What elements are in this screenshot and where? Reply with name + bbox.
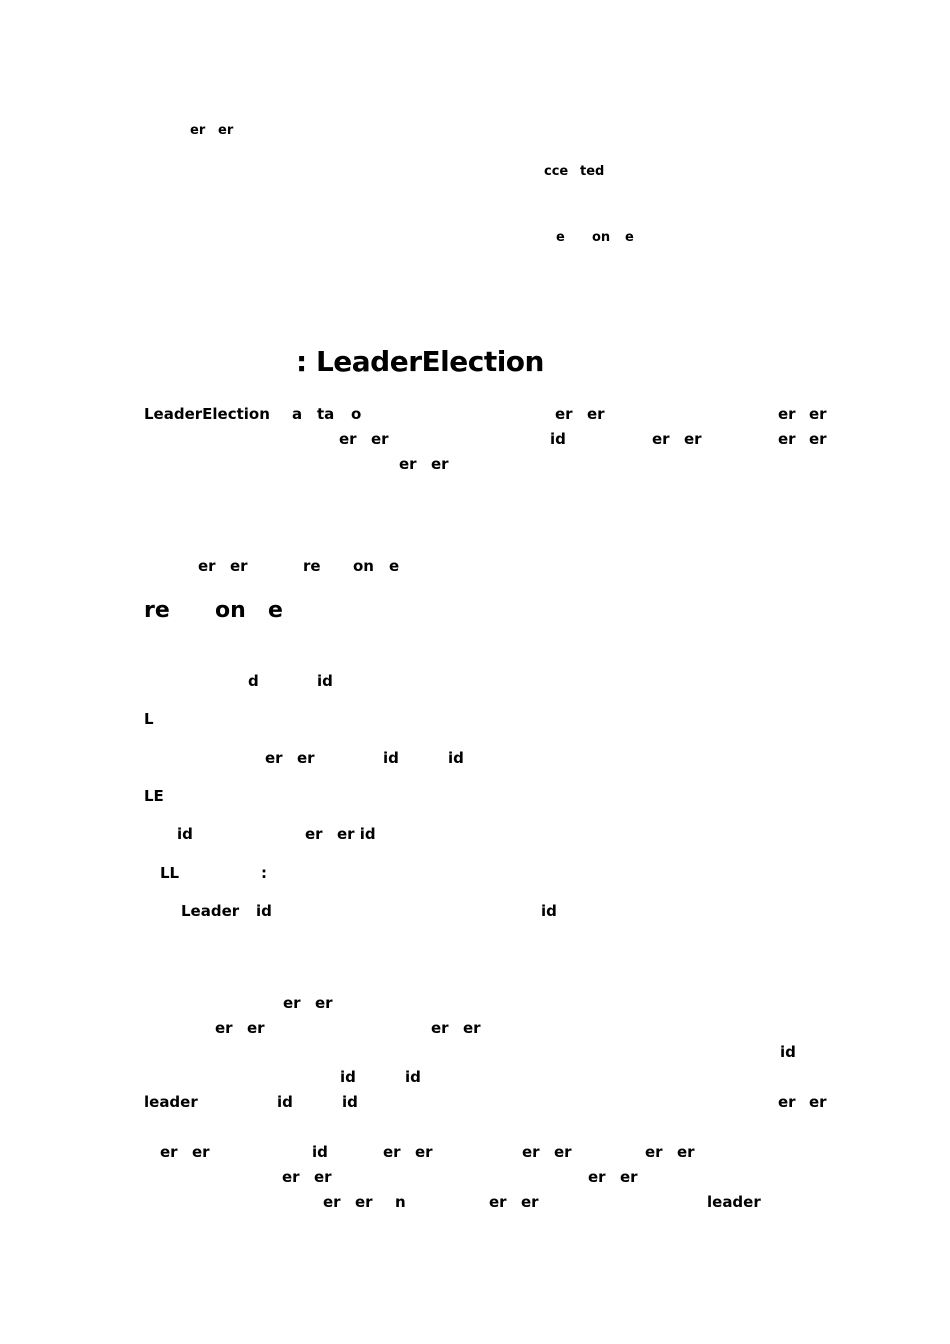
top-fragment: cce: [544, 164, 569, 179]
text-fragment: er: [522, 1143, 540, 1161]
text-fragment: id: [277, 1093, 293, 1111]
text-fragment: er: [431, 455, 449, 473]
list-item: id: [177, 825, 193, 843]
text-fragment: id: [312, 1143, 328, 1161]
list-item: er: [305, 825, 323, 843]
text-fragment: er: [587, 405, 605, 423]
text-fragment: er: [230, 557, 248, 575]
text-fragment: er: [371, 430, 389, 448]
text-fragment: a: [292, 405, 303, 423]
list-item: LE: [144, 787, 164, 805]
text-fragment: er: [192, 1143, 210, 1161]
text-fragment: o: [351, 405, 362, 423]
list-item: id: [317, 672, 333, 690]
text-fragment: er: [323, 1193, 341, 1211]
text-fragment: er: [282, 1168, 300, 1186]
top-fragment: e: [556, 230, 565, 245]
list-item: id: [256, 902, 272, 920]
text-fragment: er: [684, 430, 702, 448]
list-item: er id: [337, 825, 376, 843]
text-fragment: er: [198, 557, 216, 575]
top-fragment: er: [218, 123, 234, 138]
text-fragment: er: [645, 1143, 663, 1161]
section-heading: : LeaderElection: [296, 345, 544, 378]
text-fragment: er: [778, 430, 796, 448]
text-fragment: er: [809, 405, 827, 423]
text-fragment: ta: [317, 405, 335, 423]
text-fragment: er: [247, 1019, 265, 1037]
list-item: er: [297, 749, 315, 767]
text-fragment: er: [555, 405, 573, 423]
text-fragment: id: [550, 430, 566, 448]
list-item: d: [248, 672, 259, 690]
text-fragment: id: [405, 1068, 421, 1086]
text-fragment: er: [778, 1093, 796, 1111]
top-fragment: e: [625, 230, 634, 245]
text-fragment: leader: [144, 1093, 198, 1111]
list-item: Leader: [181, 902, 240, 920]
text-fragment: er: [809, 430, 827, 448]
text-fragment: er: [809, 1093, 827, 1111]
text-fragment: er: [339, 430, 357, 448]
list-item: id: [448, 749, 464, 767]
text-fragment: re: [303, 557, 321, 575]
list-item: LL: [160, 864, 180, 882]
list-item: er: [265, 749, 283, 767]
text-fragment: er: [314, 1168, 332, 1186]
text-fragment: er: [283, 994, 301, 1012]
list-item: id: [383, 749, 399, 767]
text-fragment: er: [215, 1019, 233, 1037]
text-fragment: er: [415, 1143, 433, 1161]
list-item: :: [261, 864, 267, 882]
text-fragment: er: [355, 1193, 373, 1211]
text-fragment: e: [389, 557, 400, 575]
top-fragment: ted: [580, 164, 605, 179]
text-fragment: er: [315, 994, 333, 1012]
text-fragment: id: [340, 1068, 356, 1086]
text-fragment: er: [383, 1143, 401, 1161]
text-fragment: er: [463, 1019, 481, 1037]
text-fragment: leader: [707, 1193, 761, 1211]
list-item: id: [541, 902, 557, 920]
text-fragment: er: [677, 1143, 695, 1161]
subheading-fragment: e: [268, 598, 283, 623]
text-fragment: er: [554, 1143, 572, 1161]
text-fragment: er: [620, 1168, 638, 1186]
text-fragment: er: [160, 1143, 178, 1161]
text-fragment: er: [521, 1193, 539, 1211]
text-fragment: er: [588, 1168, 606, 1186]
text-fragment: er: [778, 405, 796, 423]
text-fragment: er: [399, 455, 417, 473]
text-fragment: on: [353, 557, 374, 575]
text-fragment: id: [780, 1043, 796, 1061]
subheading-fragment: on: [215, 598, 246, 623]
text-fragment: er: [431, 1019, 449, 1037]
subheading-fragment: re: [144, 598, 170, 623]
text-fragment: LeaderElection: [144, 405, 270, 423]
top-fragment: on: [592, 230, 611, 245]
text-fragment: er: [652, 430, 670, 448]
top-fragment: er: [190, 123, 206, 138]
text-fragment: er: [489, 1193, 507, 1211]
text-fragment: id: [342, 1093, 358, 1111]
list-item: L: [144, 710, 154, 728]
text-fragment: n: [395, 1193, 406, 1211]
